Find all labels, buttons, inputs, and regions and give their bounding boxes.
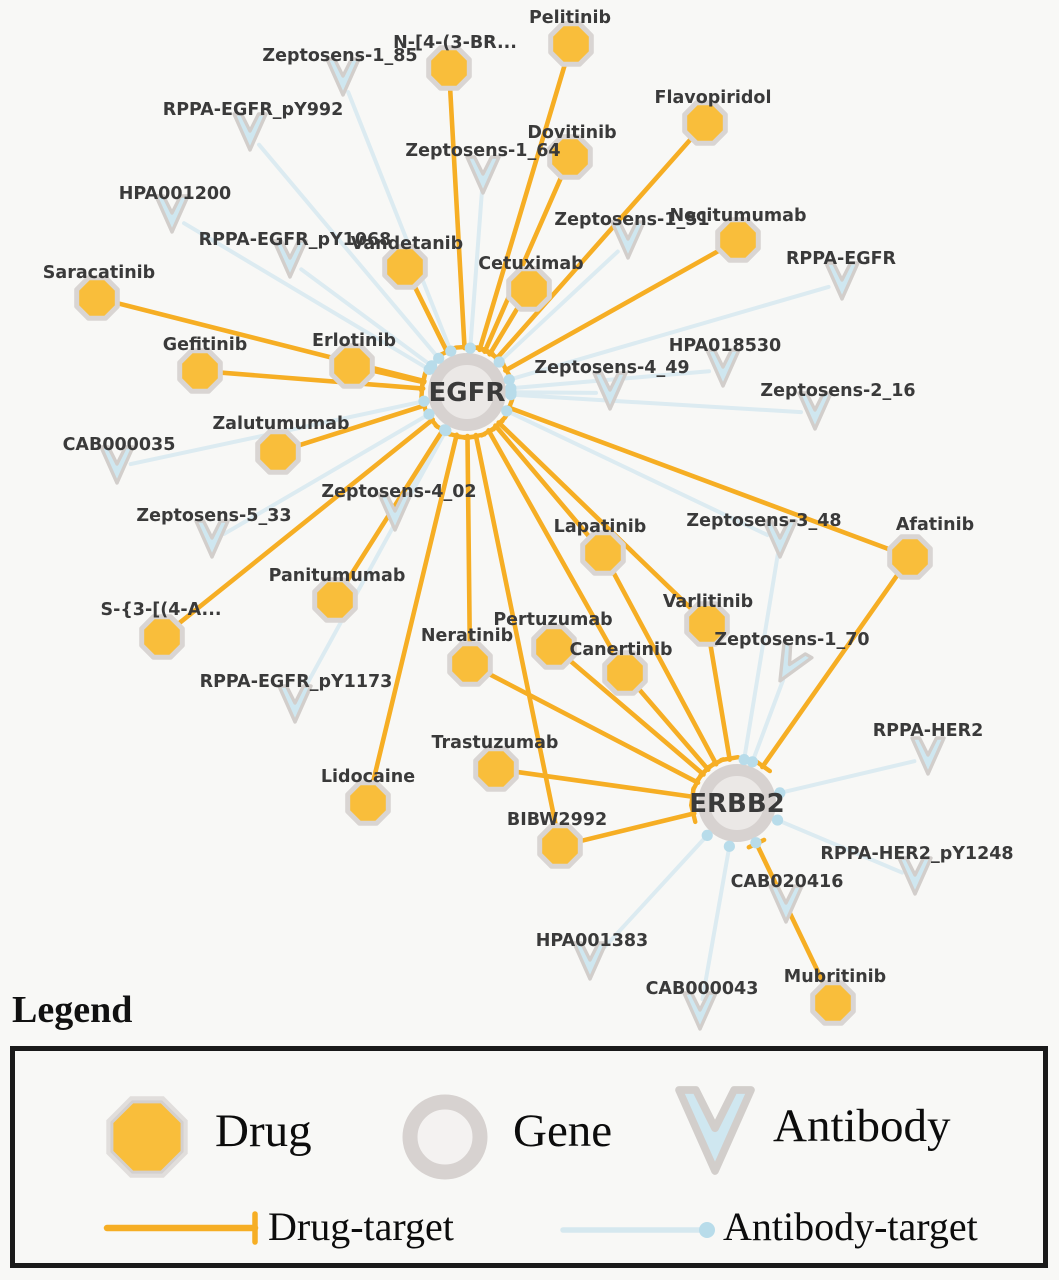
antibody-chevron-icon [467, 157, 499, 193]
drug-octagon-icon [348, 783, 389, 824]
node-trastuzumab[interactable] [476, 749, 517, 790]
drug-target-edge [490, 674, 698, 783]
drug-octagon-icon [142, 617, 183, 658]
node-s_3_4_a[interactable] [142, 617, 183, 658]
legend-gene-circle-icon [410, 1102, 480, 1172]
drug-label: BIBW2992 [506, 810, 608, 830]
antibody-label: RPPA-HER2_pY1248 [820, 844, 1014, 864]
node-lapatinib[interactable] [583, 533, 624, 574]
drug-label: Erlotinib [312, 331, 396, 351]
antibody-label: Zeptosens-4_49 [534, 358, 690, 378]
antibody-label: HPA001200 [118, 184, 232, 204]
antibody-label: HPA001383 [535, 931, 649, 951]
drug-target-edge [499, 423, 692, 609]
drug-octagon-icon [77, 278, 118, 319]
drug-octagon-icon [813, 983, 854, 1024]
antibody-edge-layer [131, 92, 915, 999]
antibody-target-dot [445, 345, 456, 356]
drug-label: N-[4-(3-BR... [393, 33, 517, 53]
gene-label: EGFR [428, 378, 506, 408]
node-saracatinib[interactable] [77, 278, 118, 319]
antibody-label: CAB000043 [645, 979, 759, 999]
node-zep1_64[interactable] [467, 157, 499, 193]
node-cetuximab[interactable] [509, 269, 550, 310]
node-flavopiridol[interactable] [685, 103, 726, 144]
drug-label: Canertinib [569, 640, 673, 660]
legend-antibody-target-dot [699, 1222, 715, 1238]
antibody-label: Zeptosens-4_02 [321, 482, 477, 502]
drug-target-edge [518, 772, 694, 797]
legend-antibody-chevron-icon [679, 1090, 751, 1171]
drug-octagon-icon [180, 351, 221, 392]
drug-label: Afatinib [895, 515, 975, 535]
drug-octagon-icon [258, 432, 299, 473]
drug-octagon-icon [476, 749, 517, 790]
antibody-label: HPA018530 [668, 336, 782, 356]
drug-label: Necitumumab [669, 206, 807, 226]
antibody-target-edge [511, 392, 596, 393]
drug-label: Mubritinib [783, 967, 887, 987]
antibody-target-edge [511, 395, 801, 413]
legend-antibody-target-label: Antibody-target [723, 1204, 978, 1249]
antibody-label: RPPA-EGFR_pY1173 [199, 672, 393, 692]
antibody-target-dot [702, 830, 713, 841]
antibody-chevron-icon [912, 738, 944, 774]
antibody-target-edge [780, 761, 915, 793]
drug-octagon-icon [685, 103, 726, 144]
antibody-target-dot [440, 425, 451, 436]
drug-label: Neratinib [420, 626, 514, 646]
drug-label: Zalutumumab [212, 414, 350, 434]
legend-box [10, 1046, 1048, 1268]
drug-target-edge [467, 436, 469, 642]
drug-label: Trastuzumab [431, 733, 559, 753]
antibody-label: CAB000035 [62, 435, 176, 455]
antibody-target-dot [724, 841, 735, 852]
antibody-label: Zeptosens-1_51 [554, 210, 710, 230]
legend-drug-label: Drug [215, 1105, 312, 1157]
drug-target-edge [496, 139, 690, 359]
node-pelitinib[interactable] [551, 24, 592, 65]
legend-gene-label: Gene [513, 1105, 613, 1157]
drug-label: Pelitinib [528, 8, 612, 28]
drug-octagon-icon [551, 24, 592, 65]
drug-octagon-icon [429, 48, 470, 89]
drug-label: Dovitinib [527, 123, 617, 143]
antibody-label: RPPA-EGFR_pY992 [162, 100, 344, 120]
node-zalutumumab[interactable] [258, 432, 299, 473]
antibody-label: RPPA-HER2 [872, 721, 984, 741]
drug-label: Cetuximab [478, 254, 584, 274]
node-mubritinib[interactable] [813, 983, 854, 1024]
antibody-label: Zeptosens-1_64 [405, 141, 561, 161]
legend-drug-target-label: Drug-target [268, 1204, 454, 1249]
legend-antibody-chevron-path [679, 1090, 751, 1171]
antibody-target-dot [505, 389, 516, 400]
antibody-label: Zeptosens-3_48 [686, 511, 842, 531]
gene-label: ERBB2 [689, 789, 785, 819]
drug-target-edge [450, 90, 464, 348]
node-zep5_33[interactable] [196, 521, 228, 557]
antibody-chevron-icon [196, 521, 228, 557]
node-n_4_3_br[interactable] [429, 48, 470, 89]
drug-label: Panitumumab [268, 566, 406, 586]
drug-target-edge [711, 646, 730, 760]
node-lidocaine[interactable] [348, 783, 389, 824]
antibody-target-dot [494, 356, 505, 367]
node-gefitinib[interactable] [180, 351, 221, 392]
antibody-target-dot [465, 343, 476, 354]
drug-octagon-icon [890, 537, 931, 578]
drug-label: Saracatinib [42, 263, 156, 283]
drug-label: Vandetanib [350, 234, 464, 254]
node-neratinib[interactable] [450, 644, 491, 685]
antibody-target-dot [426, 360, 437, 371]
node-pertuzumab[interactable] [534, 627, 575, 668]
drug-label: S-{3-[(4-A... [100, 600, 222, 620]
legend-title: Legend [12, 989, 133, 1031]
node-rppa_her2[interactable] [912, 738, 944, 774]
antibody-target-dot [747, 756, 758, 767]
antibody-label: Zeptosens-1_70 [714, 630, 870, 650]
drug-label: Varlitinib [662, 592, 754, 612]
node-afatinib[interactable] [890, 537, 931, 578]
drug-octagon-icon [534, 627, 575, 668]
antibody-label: RPPA-EGFR_pY1068 [198, 230, 392, 250]
drug-octagon-icon [509, 269, 550, 310]
legend-drug-octagon-icon [112, 1102, 182, 1172]
antibody-label: CAB020416 [730, 872, 844, 892]
node-erlotinib[interactable] [332, 346, 373, 387]
legend-antibody-label: Antibody [773, 1100, 951, 1152]
antibody-label: Zeptosens-1_85 [262, 46, 418, 66]
drug-octagon-icon [332, 346, 373, 387]
drug-octagon-icon [583, 533, 624, 574]
antibody-label: RPPA-EGFR [785, 249, 897, 269]
antibody-label: Zeptosens-5_33 [136, 506, 292, 526]
antibody-target-edge [702, 846, 729, 999]
drug-label: Lidocaine [320, 767, 416, 787]
drug-octagon-icon [450, 644, 491, 685]
drug-label: Pertuzumab [493, 610, 613, 630]
antibody-target-dot [750, 837, 761, 848]
drug-label: Gefitinib [162, 335, 248, 355]
drug-octagon-icon [540, 826, 581, 867]
antibody-target-dot [423, 409, 434, 420]
node-bibw2992[interactable] [540, 826, 581, 867]
drug-label: Flavopiridol [654, 88, 772, 108]
antibody-label: Zeptosens-2_16 [760, 381, 916, 401]
drug-target-tbar [721, 757, 738, 760]
antibody-target-edge [744, 555, 778, 760]
drug-label: Lapatinib [553, 517, 647, 537]
